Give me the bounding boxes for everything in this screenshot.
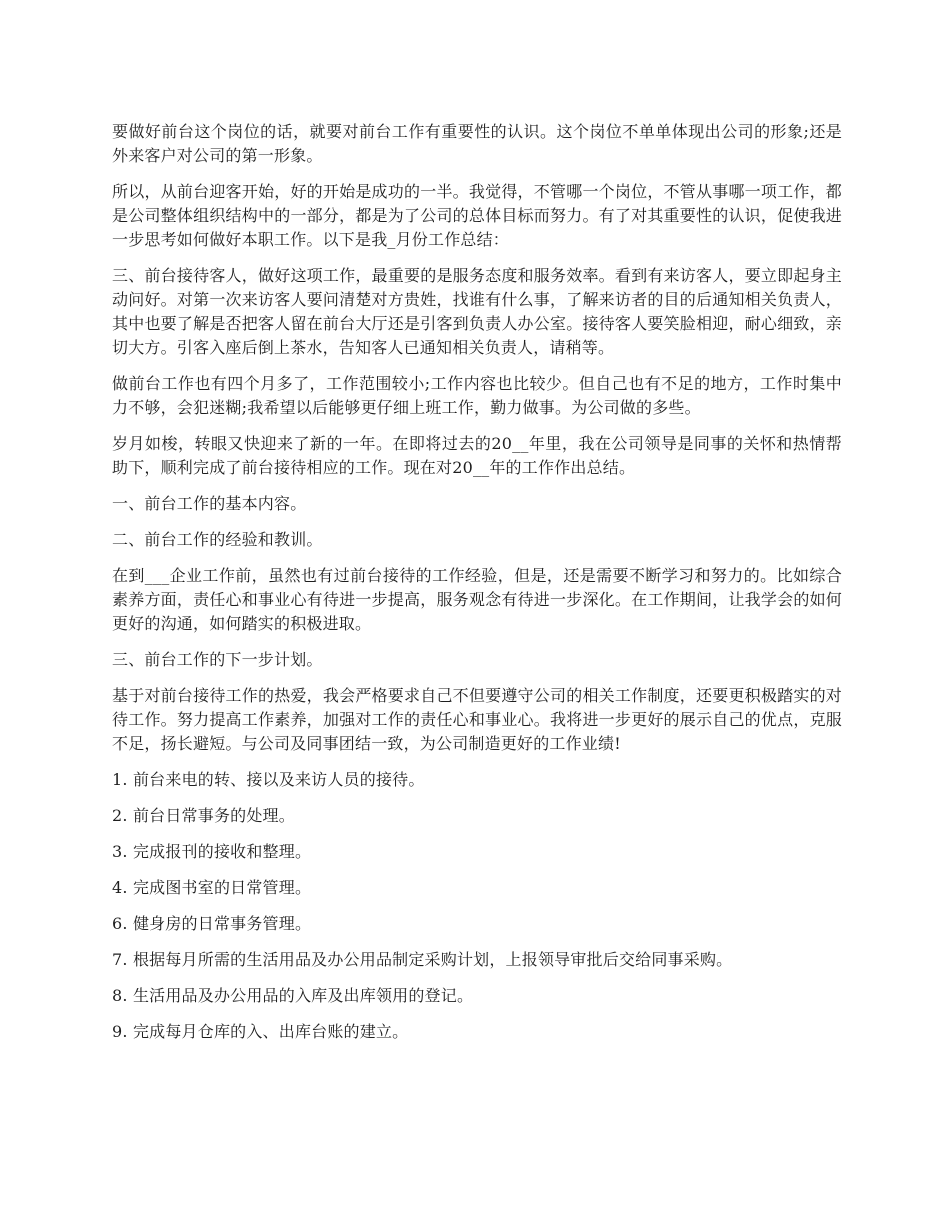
document-body [112, 120, 842, 1056]
section-heading: 一、前台工作的基本内容。 [112, 494, 307, 513]
list-item: 1. 前台来电的转、接以及来访人员的接待。 [112, 770, 425, 789]
paragraph: 做前台工作也有四个月多了，工作范围较小;工作内容也比较少。但自己也有不足的地方，工作时集中力不够，会犯迷糊;我希望以后能够更仔细上班工作，勤力做事。为公司做的多些。 [112, 374, 842, 417]
list-item: 2. 前台日常事务的处理。 [112, 806, 295, 825]
paragraph: 基于对前台接待工作的热爱，我会严格要求自己不但要遵守公司的相关工作制度，还要更积极踏实的对待工作。努力提高工作素养，加强对工作的责任心和事业心。我将进一步更好的展示自己的优点，克服不足，扬长避短。与公司及同事团结一致，为公司制造更好的工作业绩! [112, 686, 842, 753]
list-item: 3. 完成报刊的接收和整理。 [112, 842, 312, 861]
list-item: 8. 生活用品及办公用品的入库及出库领用的登记。 [112, 986, 474, 1005]
paragraph: 要做好前台这个岗位的话，就要对前台工作有重要性的认识。这个岗位不单单体现出公司的形象;还是外来客户对公司的第一形象。 [112, 122, 842, 165]
paragraph: 三、前台接待客人，做好这项工作，最重要的是服务态度和服务效率。看到有来访客人，要立即起身主动问好。对第一次来访客人要问清楚对方贵姓，找谁有什么事，了解来访者的目的后通知相关负责人，其中也要了解是否把客人留在前台大厅还是引客到负责人办公室。接待客人要笑脸相迎，耐心细致，亲切大方。引客入座后倒上茶水，告知客人已通知相关负责人，请稍等。 [112, 266, 842, 357]
paragraph: 岁月如梭，转眼又快迎来了新的一年。在即将过去的20__年里，我在公司领导是同事的关怀和热情帮助下，顺利完成了前台接待相应的工作。现在对20__年的工作作出总结。 [112, 434, 842, 477]
section-heading: 二、前台工作的经验和教训。 [112, 530, 323, 549]
paragraph: 在到___企业工作前，虽然也有过前台接待的工作经验，但是，还是需要不断学习和努力的。比如综合素养方面，责任心和事业心有待进一步提高，服务观念有待进一步深化。在工作期间，让我学会的如何更好的沟通，如何踏实的积极进取。 [112, 566, 842, 633]
section-heading: 三、前台工作的下一步计划。 [112, 650, 323, 669]
list-item: 9. 完成每月仓库的入、出库台账的建立。 [112, 1022, 409, 1041]
list-item: 7. 根据每月所需的生活用品及办公用品制定采购计划，上报领导审批后交给同事采购。 [112, 950, 733, 969]
list-item: 6. 健身房的日常事务管理。 [112, 914, 312, 933]
list-item: 4. 完成图书室的日常管理。 [112, 878, 312, 897]
paragraph: 所以，从前台迎客开始，好的开始是成功的一半。我觉得，不管哪一个岗位，不管从事哪一项工作，都是公司整体组织结构中的一部分，都是为了公司的总体目标而努力。有了对其重要性的认识，促使我进一步思考如何做好本职工作。以下是我_月份工作总结： [112, 182, 842, 249]
